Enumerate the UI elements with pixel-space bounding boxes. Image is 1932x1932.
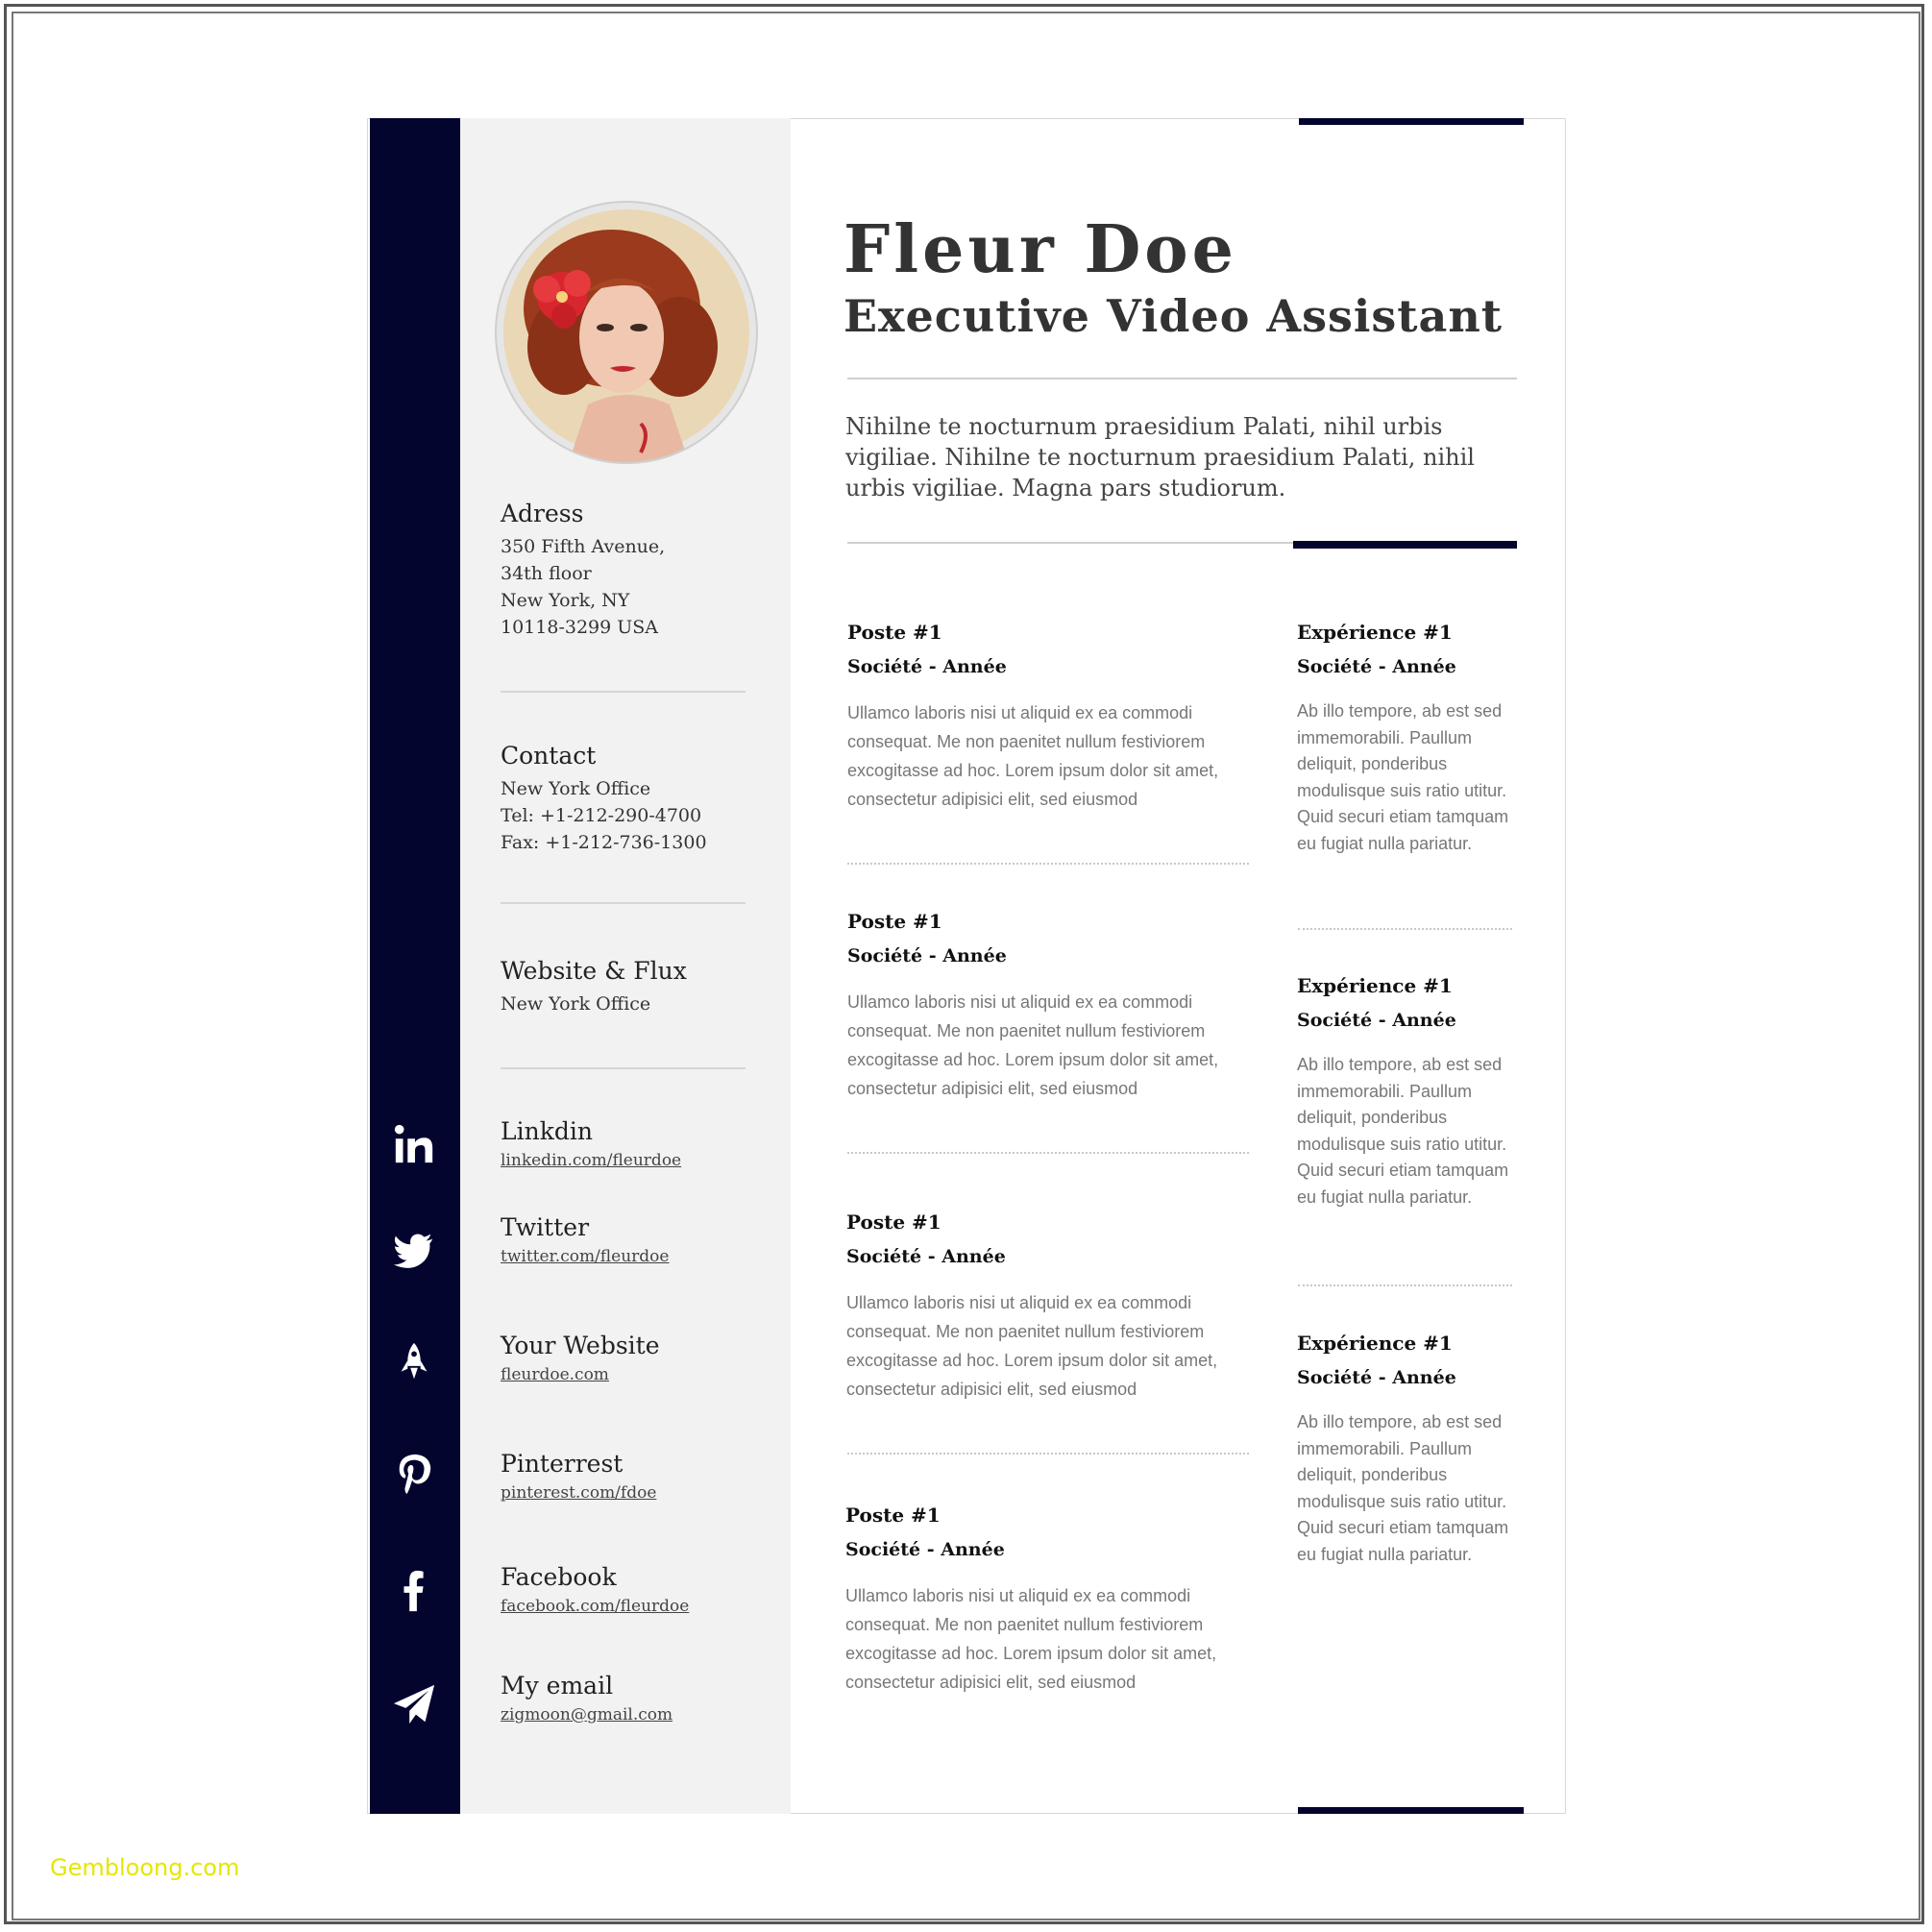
pinterest-icon[interactable] (384, 1445, 444, 1503)
experience-entry (1297, 973, 1528, 1211)
social-twitter (501, 1213, 789, 1266)
entry-separator (1298, 1284, 1512, 1286)
contact-line: Tel: +1-212-290-4700 (501, 805, 702, 826)
position-entry (847, 620, 1260, 814)
social-link[interactable]: twitter.com/fleurdoe (501, 1247, 670, 1266)
address-line: New York, NY (501, 590, 630, 611)
social-label: Your Website (501, 1332, 660, 1359)
portrait-illustration (497, 203, 756, 462)
social-link[interactable]: pinterest.com/fdoe (501, 1483, 657, 1503)
entry-separator (1298, 928, 1512, 930)
position-entry (845, 1503, 1259, 1697)
social-label: Pinterrest (501, 1450, 624, 1478)
avatar (497, 203, 756, 462)
position-entry (847, 909, 1260, 1103)
website-flux-section (501, 957, 789, 1017)
summary-divider (847, 542, 1293, 544)
experience-company: Société - Année (1297, 1010, 1456, 1031)
job-title: Executive Video Assistant (844, 290, 1504, 342)
position-company: Société - Année (847, 656, 1007, 677)
position-title: Poste #1 (847, 621, 942, 644)
position-company: Société - Année (847, 945, 1007, 966)
contact-section (501, 742, 789, 856)
social-link[interactable]: zigmoon@gmail.com (501, 1705, 673, 1724)
paper-plane-icon[interactable] (384, 1676, 444, 1734)
position-description: Ullamco laboris nisi ut aliquid ex ea commodi consequat. Me non paenitet nullum festiviorem excogitasse ad hoc. Lorem ipsum dolor sit amet, consectetur adipisici elit, sed eiusmod (845, 1586, 1217, 1692)
social-label: Twitter (501, 1213, 590, 1241)
experience-title: Expérience #1 (1297, 974, 1453, 997)
position-title: Poste #1 (847, 910, 942, 933)
social-linkedin (501, 1117, 789, 1170)
experience-description: Ab illo tempore, ab est sed immemorabili. Paullum deliquit, ponderibus modulisque suis ratio utitur. Quid securi etiam tamquam eu fugiat nulla pariatur. (1297, 1412, 1509, 1564)
social-link[interactable]: linkedin.com/fleurdoe (501, 1151, 682, 1170)
entry-separator (847, 1152, 1249, 1154)
summary-divider-accent (1293, 541, 1517, 549)
watermark: Gembloong.com (50, 1854, 240, 1881)
position-description: Ullamco laboris nisi ut aliquid ex ea commodi consequat. Me non paenitet nullum festiviorem excogitasse ad hoc. Lorem ipsum dolor sit amet, consectetur adipisici elit, sed eiusmod (846, 1293, 1218, 1399)
position-entry (846, 1210, 1259, 1404)
address-line: 34th floor (501, 563, 592, 584)
linkedin-icon[interactable] (384, 1115, 444, 1173)
experience-title: Expérience #1 (1297, 621, 1453, 644)
social-link[interactable]: facebook.com/fleurdoe (501, 1597, 690, 1616)
position-title: Poste #1 (845, 1504, 941, 1527)
experience-entry (1297, 1331, 1528, 1568)
position-description: Ullamco laboris nisi ut aliquid ex ea commodi consequat. Me non paenitet nullum festiviorem excogitasse ad hoc. Lorem ipsum dolor sit amet, consectetur adipisici elit, sed eiusmod (847, 992, 1219, 1098)
experience-company: Société - Année (1297, 656, 1456, 677)
sidebar-divider (501, 1067, 746, 1069)
sidebar-divider (501, 691, 746, 693)
position-company: Société - Année (846, 1246, 1006, 1267)
navy-side-bar (370, 118, 460, 1814)
experience-description: Ab illo tempore, ab est sed immemorabili. Paullum deliquit, ponderibus modulisque suis ratio utitur. Quid securi etiam tamquam eu fugiat nulla pariatur. (1297, 701, 1509, 853)
twitter-icon[interactable] (384, 1222, 444, 1280)
facebook-icon[interactable] (384, 1562, 444, 1620)
bottom-accent-bar (1298, 1807, 1524, 1814)
candidate-name: Fleur Doe (844, 211, 1237, 288)
experience-entry (1297, 620, 1528, 857)
entry-separator (847, 1453, 1249, 1455)
social-label: My email (501, 1672, 614, 1700)
rocket-icon[interactable] (384, 1333, 444, 1391)
address-section (501, 500, 789, 641)
entry-separator (847, 863, 1249, 865)
position-company: Société - Année (845, 1539, 1005, 1560)
social-website (501, 1332, 789, 1384)
contact-line: New York Office (501, 778, 651, 799)
contact-line: Fax: +1-212-736-1300 (501, 832, 707, 853)
position-title: Poste #1 (846, 1211, 942, 1234)
social-label: Linkdin (501, 1117, 593, 1145)
header-divider (847, 378, 1517, 379)
social-email (501, 1672, 789, 1724)
social-facebook (501, 1563, 789, 1616)
profile-summary: Nihilne te nocturnum praesidium Palati, nihil urbis vigiliae. Nihilne te nocturnum praesidium Palati, nihil urbis vigiliae. Magna pars studiorum. (845, 413, 1475, 501)
sidebar-divider (501, 902, 746, 904)
address-title: Adress (501, 500, 584, 527)
experience-description: Ab illo tempore, ab est sed immemorabili. Paullum deliquit, ponderibus modulisque suis ratio utitur. Quid securi etiam tamquam eu fugiat nulla pariatur. (1297, 1055, 1509, 1207)
experience-title: Expérience #1 (1297, 1332, 1453, 1355)
website-flux-line: New York Office (501, 993, 651, 1015)
address-line: 10118-3299 USA (501, 617, 659, 638)
social-pinterest (501, 1450, 789, 1503)
address-line: 350 Fifth Avenue, (501, 536, 666, 557)
top-accent-bar (1299, 118, 1524, 125)
social-label: Facebook (501, 1563, 617, 1591)
website-flux-title: Website & Flux (501, 957, 687, 985)
contact-title: Contact (501, 742, 597, 770)
position-description: Ullamco laboris nisi ut aliquid ex ea commodi consequat. Me non paenitet nullum festiviorem excogitasse ad hoc. Lorem ipsum dolor sit amet, consectetur adipisici elit, sed eiusmod (847, 703, 1219, 809)
experience-company: Société - Année (1297, 1367, 1456, 1388)
social-link[interactable]: fleurdoe.com (501, 1365, 609, 1384)
